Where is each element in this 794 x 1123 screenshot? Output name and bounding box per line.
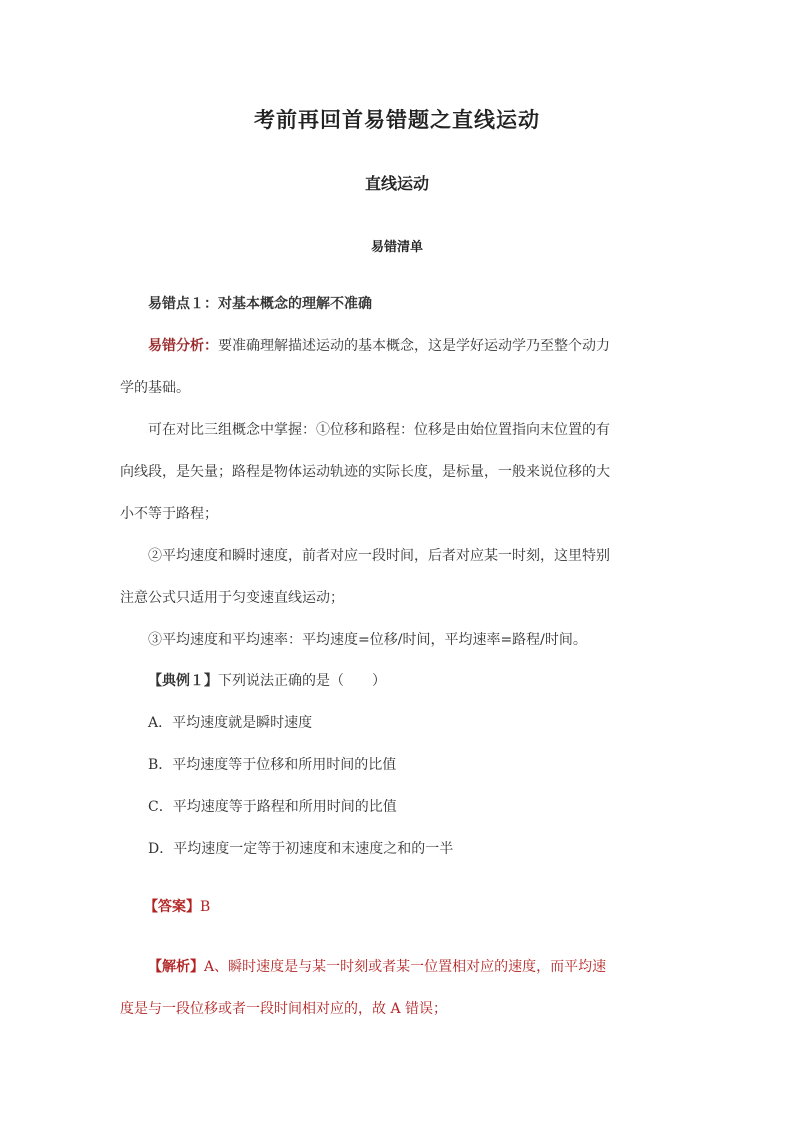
analysis-continuation: 学的基础。 (120, 380, 190, 396)
concept-line-1: 可在对比三组概念中掌握：①位移和路程：位移是由始位置指向末位置的有 (148, 422, 610, 438)
concept-line-4: ②平均速度和瞬时速度，前者对应一段时间，后者对应某一时刻，这里特别 (148, 548, 610, 564)
answer-label: 【答案】 (144, 899, 200, 915)
example-label: 【典例１】 (148, 673, 218, 689)
option-d: D．平均速度一定等于初速度和末速度之和的一半 (148, 841, 454, 857)
explanation-text: A、瞬时速度是与某一时刻或者某一位置相对应的速度，而平均速 (204, 959, 607, 975)
answer-line (144, 897, 704, 917)
option-b: B．平均速度等于位移和所用时间的比值 (148, 757, 397, 773)
section-heading: 易错清单 (370, 240, 423, 255)
analysis-paragraph (148, 336, 708, 356)
concept-line-5: 注意公式只适用于匀变速直线运动； (120, 590, 344, 606)
example-question-text: 下列说法正确的是（ ） (218, 673, 386, 689)
concept-line-3: 小不等于路程； (120, 506, 218, 522)
option-c: C．平均速度等于路程和所用时间的比值 (148, 799, 397, 815)
option-a: A．平均速度就是瞬时速度 (148, 715, 313, 731)
page-title: 考前再回首易错题之直线运动 (254, 107, 540, 132)
chapter-subtitle: 直线运动 (364, 174, 429, 193)
analysis-text: 要准确理解描述运动的基本概念，这是学好运动学乃至整个动力 (218, 338, 610, 354)
answer-value: B (200, 899, 211, 915)
error-point-heading: 易错点１：对基本概念的理解不准确 (148, 296, 372, 312)
example-question (148, 671, 708, 691)
explanation-line-2: 度是与一段位移或者一段时间相对应的，故 A 错误； (120, 1001, 448, 1017)
analysis-label: 易错分析： (148, 338, 218, 354)
explanation-line-1 (148, 957, 708, 977)
explanation-label: 【解析】 (148, 959, 204, 975)
concept-line-6: ③平均速度和平均速率：平均速度=位移/时间，平均速率=路程/时间。 (148, 632, 587, 648)
concept-line-2: 向线段，是矢量；路程是物体运动轨迹的实际长度，是标量，一般来说位移的大 (120, 464, 610, 480)
